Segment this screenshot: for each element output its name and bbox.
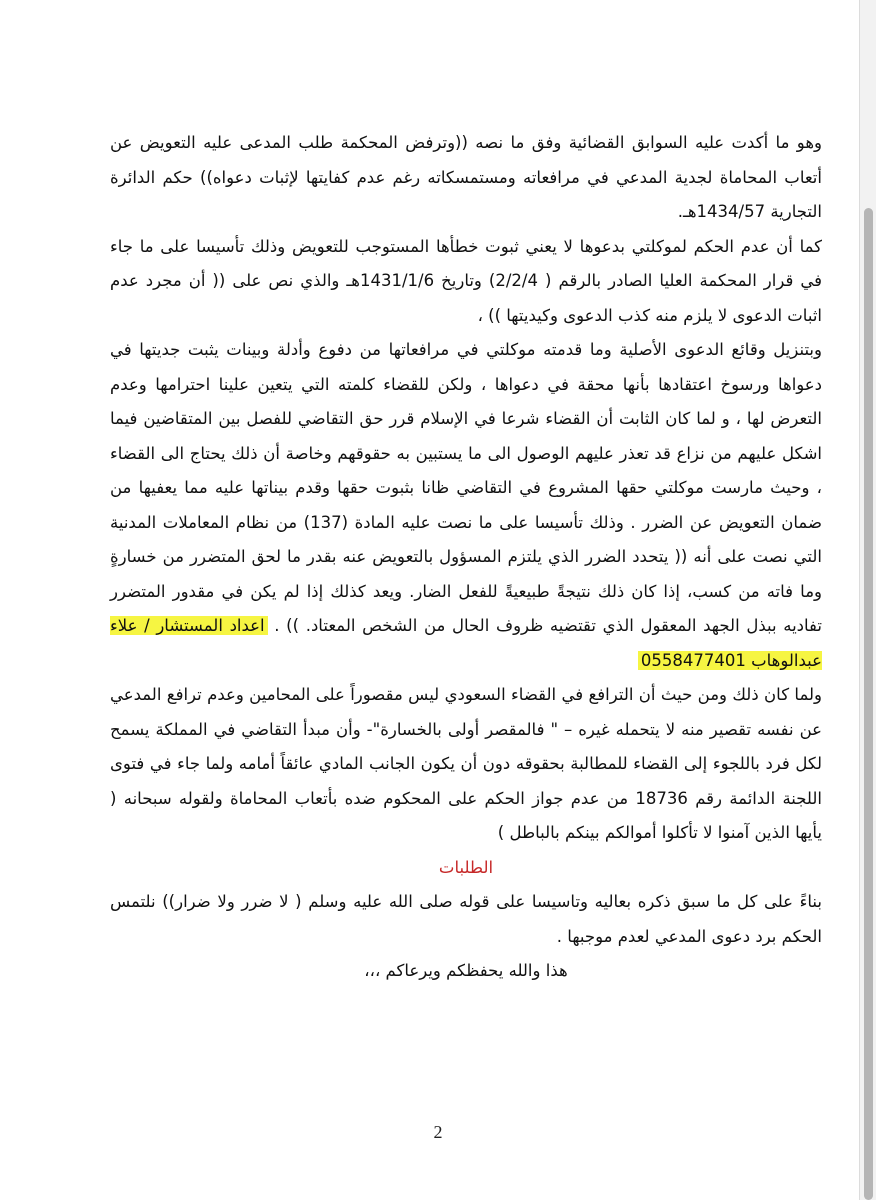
paragraph-litigation: ولما كان ذلك ومن حيث أن الترافع في القضاء السعودي ليس مقصوراً على المحامين وعدم ترافع المدعي عن نفسه تقصير منه لا يتحمله غيره – " فالمقصر أولى بالخسارة"- وأن مبدأ التقاضي في المملكة يسمح لكل فرد باللجوء إلى القضاء للمطالبة بحقوقه دون أن يكون الجانب المادي عائقاً أمامه ولما جاء في فتوى اللجنة الدائمة رقم 18736 من عدم جواز الحكم على المحكوم ضده بأتعاب المحاماة ولقوله سبحانه ( يأيها الذين آمنوا لا تأكلوا أموالكم بينكم بالباطل ) (110, 685, 822, 842)
closing-line: هذا والله يحفظكم ويرعاكم ،،، (364, 961, 568, 980)
preparer-highlight: اعداد المستشار / علاء عبدالوهاب 0558477401 (110, 616, 822, 670)
paragraph-facts (110, 333, 822, 678)
paragraph-supreme-court: كما أن عدم الحكم لموكلتي بدعوها لا يعني ثبوت خطأها المستوجب للتعويض وذلك تأسيسا على ما جاء في قرار المحكمة العليا الصادر بالرقم ( 2/2/4) وتاريخ 1431/1/6هـ والذي نص على (( أن مجرد عدم اثبات الدعوى لا يلزم منه كذب الدعوى وكيديتها )) ، (110, 236, 823, 325)
paragraph-facts-text: وبتنزيل وقائع الدعوى الأصلية وما قدمته موكلتي في مرافعاتها من دفوع وأدلة وبينات يثبت جديتها في دعواها ورسوخ اعتقادها بأنها محقة في دعواها ، ولكن للقضاء كلمته التي يتعين علينا احترامها وعدم التعرض لها ، و لما كان الثابت أن القضاء شرعا في الإسلام قرر حق التقاضي للفصل بين المتقاضين فيما اشكل عليهم من نزاع قد تعذر عليهم الوصول الى ما يستبين به حقوقهم وخاصة أن ذلك يحتاج الى القضاء ، وحيث مارست موكلتي حقها المشروع في التقاضي ظانا بثبوت حقها وقدم بيناتها عليه مما يعفيها من ضمان التعويض عن الضرر . وذلك تأسيسا على ما نصت عليه المادة (137) من نظام المعاملات المدنية التي نصت على أنه (( يتحدد الضرر الذي يلتزم المسؤول بالتعويض عنه بقدر ما لحق المتضرر من خسارةٍ وما فاته من كسب، إذا كان ذلك نتيجةً طبيعيةً للفعل الضار. ويعد كذلك إذا لم يكن في مقدور المتضرر تفاديه ببذل الجهد المعقول الذي تقتضيه ظروف الحال من الشخص المعتاد. )) . (110, 340, 822, 635)
scrollbar-thumb[interactable] (864, 208, 873, 1200)
requests-heading: الطلبات (438, 857, 494, 877)
page-number: 2 (433, 1122, 443, 1142)
paragraph-precedent: وهو ما أكدت عليه السوابق القضائية وفق ما نصه ((وترفض المحكمة طلب المدعى عليه التعويض عن أتعاب المحاماة لجدية المدعي في مرافعاته ومستمسكاته رغم عدم كفايتها لإثبات دعواه)) حكم الدائرة التجارية 1434/57هـ. (110, 133, 822, 221)
document-body (110, 126, 822, 989)
paragraph-requests: بناءً على كل ما سبق ذكره بعاليه وتاسيسا على قوله صلى الله عليه وسلم ( لا ضرر ولا ضرار)) نلتمس الحكم برد دعوى المدعي لعدم موجبها . (110, 892, 822, 946)
scrollbar[interactable] (859, 0, 876, 1200)
